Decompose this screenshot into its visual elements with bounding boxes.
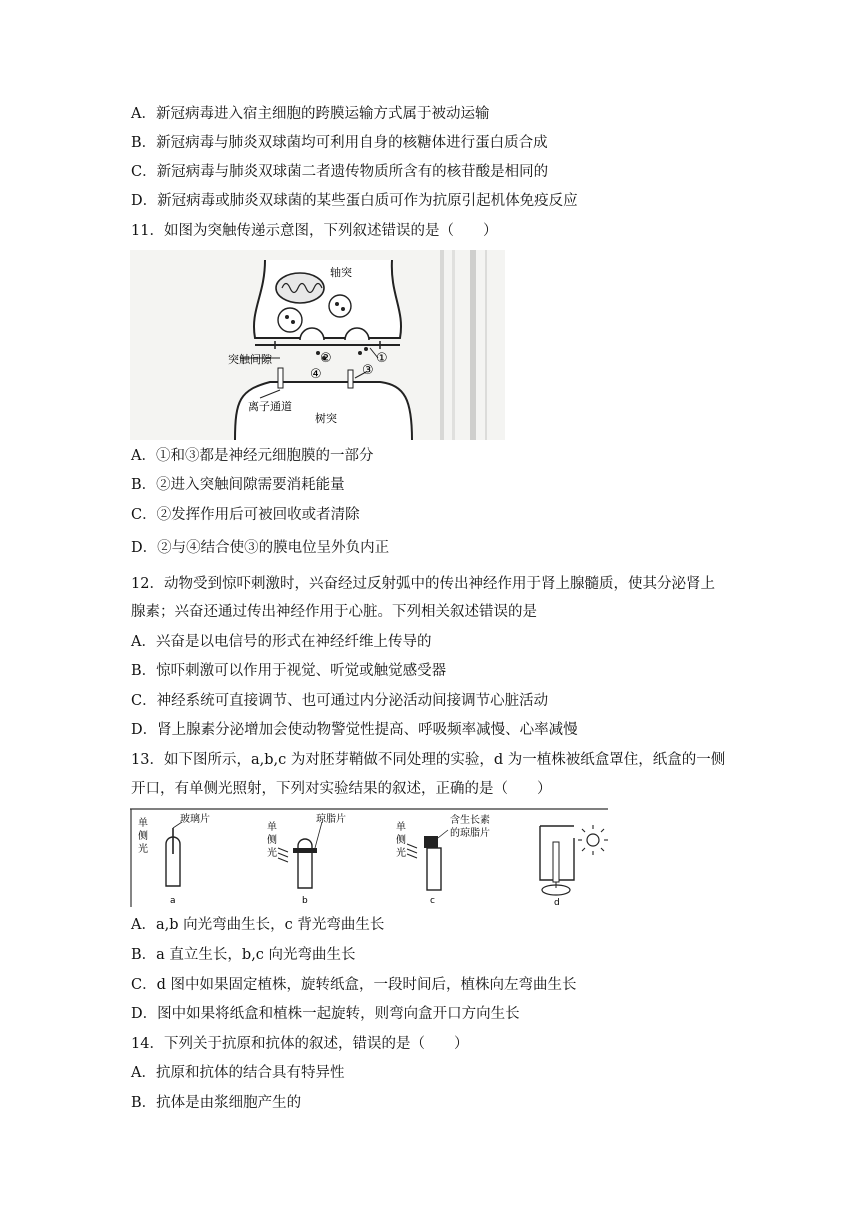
q12-stem-line1: 12．动物受到惊吓刺激时，兴奋经过反射弧中的传出神经作用于肾上腺髓质，使其分泌肾上	[131, 576, 715, 592]
label-auxin-agar-2: 的琼脂片	[450, 828, 490, 839]
q13-option-d: D．图中如果将纸盒和植株一起旋转，则弯向盒开口方向生长	[131, 1006, 520, 1022]
label-axon: 轴突	[330, 266, 352, 279]
q13-option-c: C．d 图中如果固定植株，旋转纸盒，一段时间后，植株向左弯曲生长	[131, 977, 577, 993]
q11-option-b: B．②进入突触间隙需要消耗能量	[131, 477, 345, 493]
marker-4: ④	[310, 367, 322, 382]
label-b: b	[302, 896, 308, 906]
c-light-2: 侧	[396, 835, 406, 846]
q13-option-b: B．a 直立生长，b,c 向光弯曲生长	[131, 947, 356, 963]
marker-2: ②	[320, 351, 332, 366]
b-light-1: 单	[267, 822, 277, 833]
q13-stem-line2: 开口，有单侧光照射，下列对实验结果的叙述，正确的是（ ）	[131, 781, 552, 797]
q12-option-b: B．惊吓刺激可以作用于视觉、听觉或触觉感受器	[131, 663, 447, 679]
q11-option-d: D．②与④结合使③的膜电位呈外负内正	[131, 540, 390, 556]
marker-3: ③	[362, 363, 374, 378]
synapse-figure	[130, 250, 505, 440]
a-light-2: 侧	[138, 831, 148, 842]
q10-option-a: A．新冠病毒进入宿主细胞的跨膜运输方式属于被动运输	[131, 106, 490, 122]
label-synaptic-cleft: 突触间隙	[228, 353, 272, 366]
b-light-3: 光	[267, 848, 277, 859]
a-light-1: 单	[138, 818, 148, 829]
q12-option-c: C．神经系统可直接调节、也可通过内分泌活动间接调节心脏活动	[131, 693, 549, 709]
q10-option-d: D．新冠病毒或肺炎双球菌的某些蛋白质可作为抗原引起机体免疫反应	[131, 193, 578, 209]
label-auxin-agar-1: 含生长素	[450, 815, 490, 826]
q14-stem: 14．下列关于抗原和抗体的叙述，错误的是（ ）	[131, 1036, 469, 1052]
q10-option-c: C．新冠病毒与肺炎双球菌二者遗传物质所含有的核苷酸是相同的	[131, 164, 549, 180]
label-agar-sheet: 琼脂片	[316, 814, 346, 825]
b-light-2: 侧	[267, 835, 277, 846]
label-ion-channel: 离子通道	[248, 400, 292, 413]
label-c: c	[430, 896, 435, 906]
c-light-3: 光	[396, 848, 406, 859]
q11-option-c: C．②发挥作用后可被回收或者清除	[131, 507, 360, 523]
q11-option-a: A．①和③都是神经元细胞膜的一部分	[131, 448, 374, 464]
q14-option-a: A．抗原和抗体的结合具有特异性	[131, 1065, 345, 1081]
q13-option-a: A．a,b 向光弯曲生长，c 背光弯曲生长	[131, 917, 385, 933]
q12-stem-line2: 腺素；兴奋还通过传出神经作用于心脏。下列相关叙述错误的是	[131, 604, 537, 620]
q12-option-d: D．肾上腺素分泌增加会使动物警觉性提高、呼吸频率减慢、心率减慢	[131, 722, 578, 738]
label-a: a	[170, 896, 176, 906]
q10-option-b: B．新冠病毒与肺炎双球菌均可利用自身的核糖体进行蛋白质合成	[131, 135, 548, 151]
marker-1: ①	[376, 351, 388, 366]
q14-option-b: B．抗体是由浆细胞产生的	[131, 1095, 302, 1111]
label-dendrite: 树突	[315, 412, 337, 425]
q11-stem: 11．如图为突触传递示意图，下列叙述错误的是（ ）	[131, 223, 498, 239]
a-light-3: 光	[138, 844, 148, 855]
c-light-1: 单	[396, 822, 406, 833]
q12-option-a: A．兴奋是以电信号的形式在神经纤维上传导的	[131, 634, 432, 650]
q13-stem-line1: 13．如下图所示，a,b,c 为对胚芽鞘做不同处理的实验，d 为一植株被纸盒罩住，纸盒的一侧	[131, 752, 726, 768]
coleoptile-figure	[130, 808, 610, 908]
label-d: d	[554, 898, 560, 908]
label-glass-sheet: 玻璃片	[180, 814, 210, 825]
